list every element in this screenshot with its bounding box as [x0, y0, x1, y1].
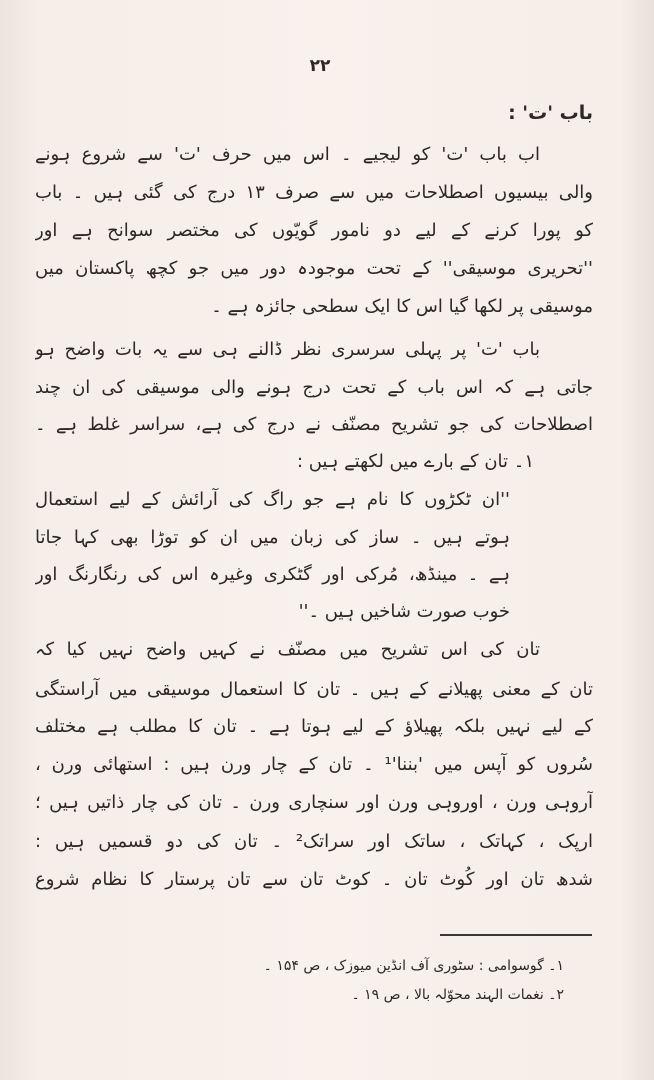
paragraph-line: جاتی ہے کہ اس باب کے تحت درج ہونے والی موسیقی کی ان چند [35, 377, 593, 398]
list-item-1: ۱۔ تان کے بارے میں لکھتے ہیں : [296, 451, 534, 472]
quote-line: ہوتے ہیں ۔ ساز کی زبان میں ان کو توڑا بھی کہا جاتا [35, 527, 510, 548]
paragraph-line: اب باب 'ت' کو لیجیے ۔ اس میں حرف 'ت' سے شروع ہونے [35, 144, 540, 165]
page-number: ۲۲ [309, 56, 331, 76]
paragraph-line: ارپک ، کہاتک ، ساتک اور سراتک² ۔ تان کی دو قسمیں ہیں : [35, 831, 593, 852]
section-heading: باب 'ت' : [508, 102, 593, 124]
quote-line: ہے ۔ مینڈھ، مُرکی اور گٹکری وغیرہ اس کی رنگارنگ اور [35, 564, 510, 585]
paragraph-line: موسیقی پر لکھا گیا اس کا ایک سطحی جائزہ ہے ۔ [211, 296, 593, 317]
footnote-1: ۱۔ گوسوامی : سٹوری آف انڈین میوزک ، ص ۱۵۴ ۔ [263, 958, 564, 974]
footnote-divider [440, 934, 592, 936]
footnote-2: ۲۔ نغمات الہند محوّلہ بالا ، ص ۱۹ ۔ [351, 987, 564, 1003]
paragraph-line: آروہی ورن ، اوروہی ورن اور سنچاری ورن ۔ تان کی چار ذاتیں ہیں ؛ [35, 792, 593, 813]
quote-line: خوب صورت شاخیں ہیں ۔'' [298, 601, 510, 622]
paragraph-line: کے لیے نہیں بلکہ پھیلاؤ کے لیے ہوتا ہے ۔ تان کا مطلب ہے مختلف [35, 716, 593, 737]
paragraph-line: والی بیسیوں اصطلاحات میں سے صرف ۱۳ درج کی گئی ہیں ۔ باب [35, 182, 593, 203]
paragraph-line: کو پورا کرنے کے لیے دو نامور گویّوں کی مختصر سوانح ہے اور [35, 220, 593, 241]
paragraph-line: تان کی اس تشریح میں مصنّف نے کہیں واضح نہیں کیا کہ [35, 639, 540, 660]
quote-line: ''ان ٹکڑوں کا نام ہے جو راگ کی آرائش کے لیے استعمال [35, 489, 510, 510]
paragraph-line: شدھ تان اور کُوٹ تان ۔ کوٹ تان سے تان پرستار کا نظام شروع [35, 869, 593, 890]
paragraph-line: سُروں کو آپس میں 'بننا'¹ ۔ تان کے چار ورن ہیں : استھائی ورن ، [35, 754, 593, 775]
paragraph-line: ''تحریری موسیقی'' کے تحت موجودہ دور میں جو کچھ پاکستان میں [35, 258, 593, 279]
paragraph-line: تان کے معنی پھیلانے کے ہیں ۔ تان کا استعمال موسیقی میں آراستگی [35, 679, 593, 700]
paragraph-line: باب 'ت' پر پہلی سرسری نظر ڈالنے ہی سے یہ بات واضح ہو [35, 339, 540, 360]
paragraph-line: اصطلاحات کی جو تشریح مصنّف نے درج کی ہے، سراسر غلط ہے ۔ [35, 414, 593, 435]
